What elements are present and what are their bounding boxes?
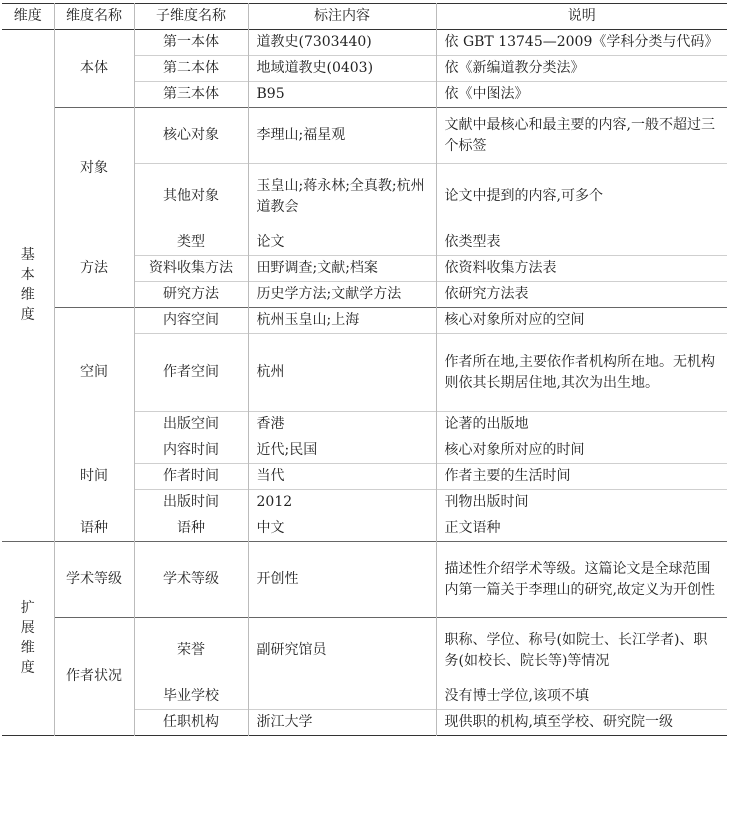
annotation-cell: 浙江大学 (248, 710, 436, 736)
description-cell: 核心对象所对应的空间 (444, 312, 585, 328)
table-row (2, 230, 727, 256)
sub-dimension-cell: 任职机构 (134, 710, 248, 736)
description-cell: 依研究方法表 (444, 286, 529, 302)
group-basic-label: 基本维度 (20, 247, 35, 323)
annotation-cell: 田野调查;文献;档案 (248, 256, 436, 282)
group-basic (2, 30, 54, 542)
header-description: 说明 (567, 8, 596, 24)
annotation-cell: 论文 (248, 230, 436, 256)
sub-dimension-cell: 第一本体 (134, 30, 248, 56)
dimension-name: 学术等级 (54, 542, 134, 618)
description-cell: 依 GBT 13745—2009《学科分类与代码》 (444, 34, 719, 50)
description-cell: 依类型表 (444, 233, 501, 250)
annotation-cell: 开创性 (248, 542, 436, 618)
sub-dimension-cell: 出版时间 (134, 490, 248, 516)
annotation-cell: 2012 (248, 490, 436, 516)
sub-dimension-cell: 内容时间 (134, 438, 248, 464)
annotation-cell: 历史学方法;文献学方法 (248, 282, 436, 308)
description-cell: 刊物出版时间 (444, 494, 529, 511)
annotation-cell: B95 (248, 82, 436, 108)
sub-dimension-cell: 语种 (134, 516, 248, 542)
description-cell: 论文中提到的内容,可多个 (444, 188, 603, 205)
description-cell: 描述性介绍学术等级。这篇论文是全球范围内第一篇关于李理山的研究,故定义为开创性 (444, 560, 715, 598)
description-cell: 作者所在地,主要依作者机构所在地。无机构则依其长期居住地,其次为出生地。 (444, 353, 715, 391)
dimension-name: 时间 (54, 438, 134, 516)
annotation-cell: 当代 (248, 464, 436, 490)
sub-dimension-cell: 研究方法 (134, 282, 248, 308)
table-row (2, 30, 727, 56)
annotation-cell: 杭州玉皇山;上海 (248, 308, 436, 334)
dimension-name: 空间 (54, 308, 134, 438)
table-row (2, 108, 727, 164)
group-extended (2, 542, 54, 736)
sub-dimension-cell: 第二本体 (134, 56, 248, 82)
description-cell: 作者主要的生活时间 (444, 468, 571, 484)
header-sub-dimension: 子维度名称 (134, 4, 248, 30)
sub-dimension-cell: 资料收集方法 (134, 256, 248, 282)
description-cell: 文献中最核心和最主要的内容,一般不超过三个标签 (444, 116, 715, 154)
dimension-name: 作者状况 (54, 618, 134, 736)
annotation-cell: 玉皇山;蒋永林;全真教;杭州道教会 (248, 164, 436, 230)
sub-dimension-cell: 其他对象 (134, 164, 248, 230)
description-cell: 依《中图法》 (444, 86, 529, 102)
table-row (2, 438, 727, 464)
sub-dimension-cell: 内容空间 (134, 308, 248, 334)
dimension-name: 本体 (54, 30, 134, 108)
dimension-name: 语种 (54, 516, 134, 542)
group-extended-label: 扩展维度 (20, 600, 35, 676)
table-row (2, 618, 727, 684)
annotation-cell: 副研究馆员 (248, 618, 436, 684)
sub-dimension-cell: 类型 (134, 230, 248, 256)
table-row (2, 308, 727, 334)
description-cell: 正文语种 (444, 519, 501, 536)
annotation-cell: 杭州 (248, 334, 436, 412)
annotation-cell: 中文 (248, 516, 436, 542)
annotation-cell: 李理山;福星观 (248, 108, 436, 164)
header-dimension: 维度 (2, 4, 54, 30)
dimension-name: 对象 (54, 108, 134, 230)
sub-dimension-cell: 出版空间 (134, 412, 248, 438)
annotation-cell: 地域道教史(0403) (248, 56, 436, 82)
annotation-cell: 近代;民国 (248, 438, 436, 464)
header-row (2, 4, 727, 30)
description-cell: 职称、学位、称号(如院士、长江学者)、职务(如校长、院长等)等情况 (444, 631, 708, 669)
sub-dimension-cell: 学术等级 (134, 542, 248, 618)
sub-dimension-cell: 第三本体 (134, 82, 248, 108)
description-cell: 核心对象所对应的时间 (444, 441, 585, 458)
description-cell: 依资料收集方法表 (444, 260, 557, 276)
sub-dimension-cell: 作者时间 (134, 464, 248, 490)
sub-dimension-cell: 核心对象 (134, 108, 248, 164)
annotation-cell: 道教史(7303440) (248, 30, 436, 56)
description-cell: 现供职的机构,填至学校、研究院一级 (444, 714, 673, 730)
dimension-name: 方法 (54, 230, 134, 308)
annotation-cell (248, 684, 436, 710)
annotation-table (2, 3, 727, 736)
description-cell: 论著的出版地 (444, 416, 529, 433)
header-dimension-name: 维度名称 (54, 4, 134, 30)
description-cell: 依《新编道教分类法》 (444, 60, 585, 76)
header-annotation: 标注内容 (248, 4, 436, 30)
annotation-cell: 香港 (248, 412, 436, 438)
table-row (2, 542, 727, 618)
sub-dimension-cell: 荣誉 (134, 618, 248, 684)
sub-dimension-cell: 作者空间 (134, 334, 248, 412)
description-cell: 没有博士学位,该项不填 (444, 687, 589, 704)
table-row (2, 516, 727, 542)
sub-dimension-cell: 毕业学校 (134, 684, 248, 710)
